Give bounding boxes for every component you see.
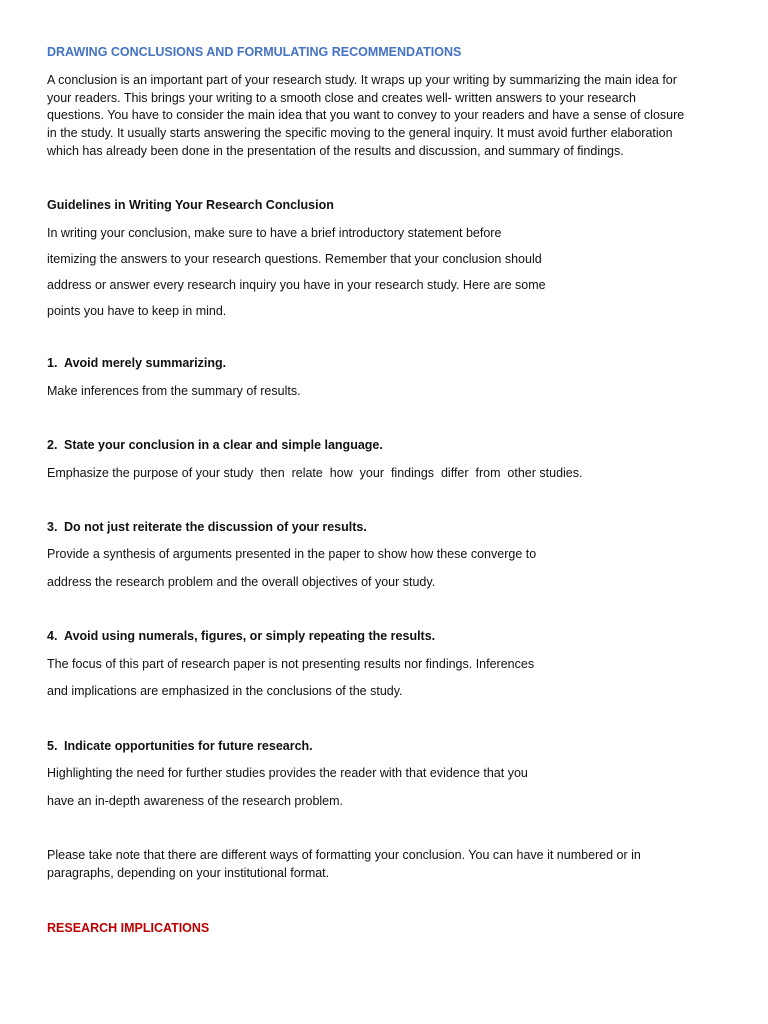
item-heading-text: Avoid merely summarizing. (64, 356, 227, 370)
item-number: 2. (47, 438, 58, 452)
item-heading (47, 437, 383, 455)
item-number: 3. (47, 520, 58, 534)
item-heading (47, 355, 226, 373)
guidelines-heading: Guidelines in Writing Your Research Conclusion (47, 198, 334, 212)
item-line: Provide a synthesis of arguments presented in the paper to show how these converge to (47, 547, 537, 561)
intro-line: A conclusion is an important part of your research study. It wraps up your writing by summarizing the main idea for (47, 73, 677, 87)
item-line: address the research problem and the overall objectives of your study. (47, 575, 436, 589)
note-line: paragraphs, depending on your institutional format. (47, 866, 330, 880)
item-number: 1. (47, 356, 58, 370)
item-line: Emphasize the purpose of your study then relate how your findings differ from other studies. (47, 466, 583, 480)
intro-line: questions. You have to consider the main idea that you want to convey to your readers and have a sense of closure (47, 108, 685, 122)
document-title: DRAWING CONCLUSIONS AND FORMULATING RECOMMENDATIONS (47, 45, 462, 59)
guidelines-line: points you have to keep in mind. (47, 304, 227, 318)
item-number: 5. (47, 739, 58, 753)
note-line: Please take note that there are different ways of formatting your conclusion. You can have it numbered or in (47, 848, 641, 862)
item-heading-text: State your conclusion in a clear and simple language. (64, 438, 383, 452)
item-heading (47, 628, 435, 646)
intro-line: which has already been done in the presentation of the results and discussion, and summary of findings. (47, 144, 624, 158)
item-heading-text: Indicate opportunities for future research. (64, 739, 313, 753)
item-line: and implications are emphasized in the conclusions of the study. (47, 684, 403, 698)
item-line: The focus of this part of research paper is not presenting results nor findings. Inferences (47, 657, 535, 671)
intro-line: your readers. This brings your writing to a smooth close and creates well- written answers to your research (47, 91, 636, 105)
guidelines-line: In writing your conclusion, make sure to have a brief introductory statement before (47, 226, 502, 240)
guidelines-line: itemizing the answers to your research questions. Remember that your conclusion should (47, 252, 542, 266)
item-heading-text: Do not just reiterate the discussion of your results. (64, 520, 367, 534)
item-heading (47, 738, 313, 756)
item-line: Highlighting the need for further studies provides the reader with that evidence that you (47, 766, 528, 780)
item-heading (47, 519, 367, 537)
item-line: have an in-depth awareness of the research problem. (47, 794, 344, 808)
item-number: 4. (47, 629, 58, 643)
guidelines-line: address or answer every research inquiry you have in your research study. Here are some (47, 278, 546, 292)
item-heading-text: Avoid using numerals, figures, or simply repeating the results. (64, 629, 436, 643)
item-line: Make inferences from the summary of results. (47, 384, 301, 398)
intro-line: in the study. It usually starts answering the specific moving to the general inquiry. It must avoid further elaboration (47, 126, 673, 140)
implications-heading: RESEARCH IMPLICATIONS (47, 921, 210, 935)
